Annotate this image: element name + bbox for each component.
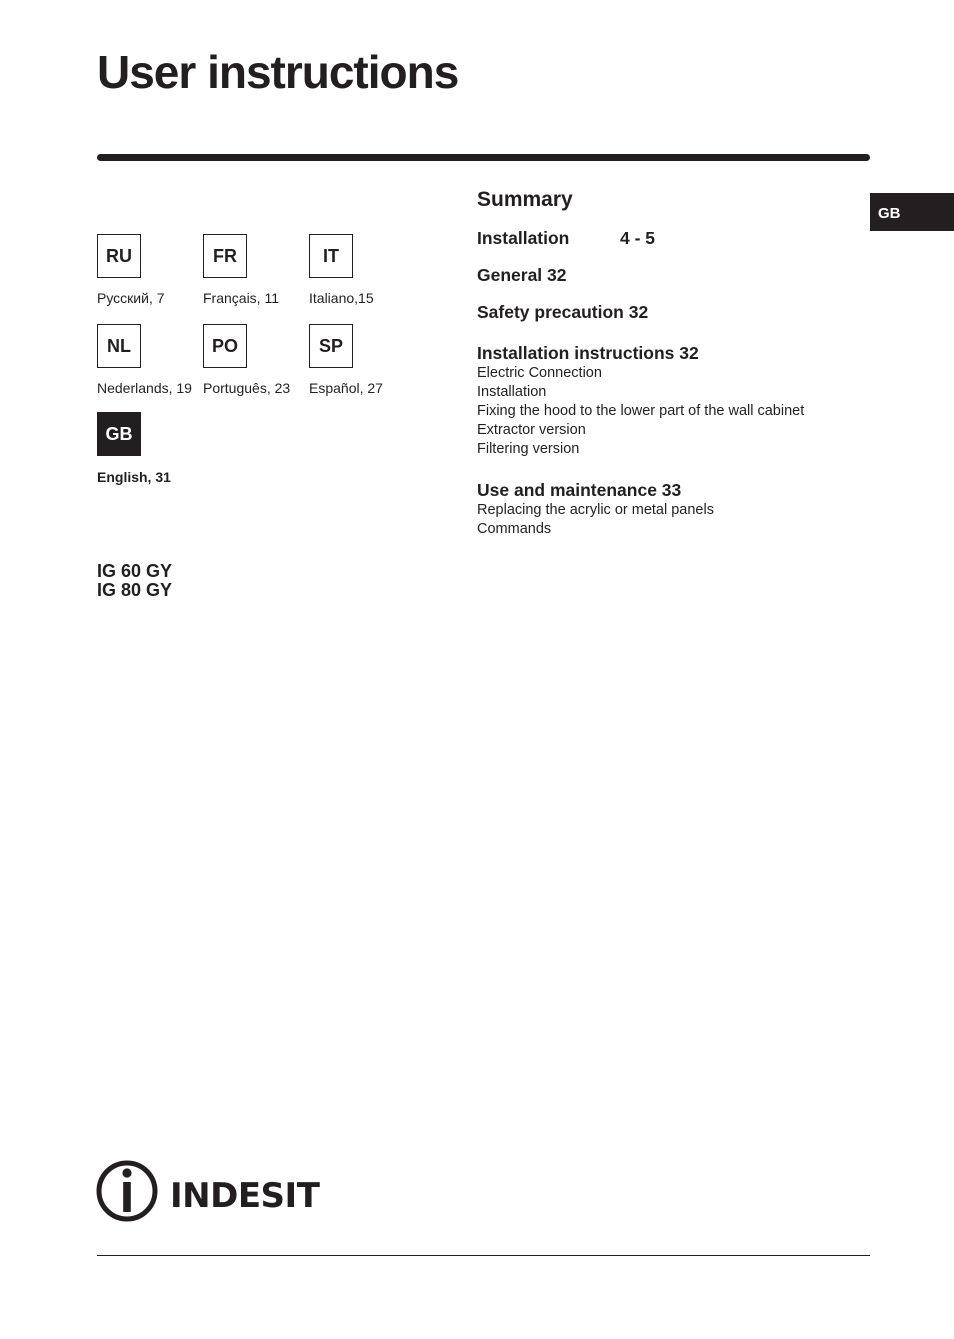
brand-name: INDESIT: [170, 1176, 320, 1216]
footer-divider: [97, 1255, 870, 1256]
toc-sub-item[interactable]: Electric Connection: [477, 365, 602, 381]
language-label-ru: Русский, 7: [97, 290, 165, 306]
toc-sub-item[interactable]: Installation: [477, 384, 547, 400]
toc-general[interactable]: General 32: [477, 265, 567, 285]
language-box-nl[interactable]: NL: [97, 324, 141, 368]
page-title: User instructions: [97, 46, 459, 98]
model-name: IG 80 GY: [97, 580, 173, 600]
toc-sub-item[interactable]: Replacing the acrylic or metal panels: [477, 502, 714, 518]
toc-installation-label: Installation: [477, 228, 570, 248]
language-label-sp: Español, 27: [309, 380, 383, 396]
toc-installation-pages: 4 - 5: [620, 228, 656, 248]
language-label-gb: English, 31: [97, 469, 171, 485]
language-label-it: Italiano,15: [309, 290, 374, 306]
summary-title: Summary: [477, 188, 573, 211]
language-side-tab: GB: [870, 193, 954, 231]
indesit-logo: [96, 1160, 336, 1224]
toc-sub-item[interactable]: Commands: [477, 521, 552, 537]
language-box-ru[interactable]: RU: [97, 234, 141, 278]
language-box-po[interactable]: PO: [203, 324, 247, 368]
language-label-fr: Français, 11: [203, 290, 279, 306]
summary-section: [477, 186, 867, 539]
toc-use-and-maintenance[interactable]: Use and maintenance 33: [477, 480, 682, 500]
language-label-po: Português, 23: [203, 380, 291, 396]
language-box-it[interactable]: IT: [309, 234, 353, 278]
language-box-fr[interactable]: FR: [203, 234, 247, 278]
toc-installation[interactable]: [477, 227, 867, 249]
language-label-nl: Nederlands, 19: [97, 380, 192, 396]
toc-installation-instructions[interactable]: Installation instructions 32: [477, 343, 699, 363]
toc-sub-item[interactable]: Filtering version: [477, 441, 580, 457]
language-box-gb[interactable]: GB: [97, 412, 141, 456]
toc-sub-item[interactable]: Fixing the hood to the lower part of the wall cabinet: [477, 403, 805, 419]
toc-sub-item[interactable]: Extractor version: [477, 422, 586, 438]
model-name: IG 60 GY: [97, 561, 173, 581]
language-box-sp[interactable]: SP: [309, 324, 353, 368]
header-divider: [97, 154, 870, 161]
toc-safety-precaution[interactable]: Safety precaution 32: [477, 302, 649, 322]
